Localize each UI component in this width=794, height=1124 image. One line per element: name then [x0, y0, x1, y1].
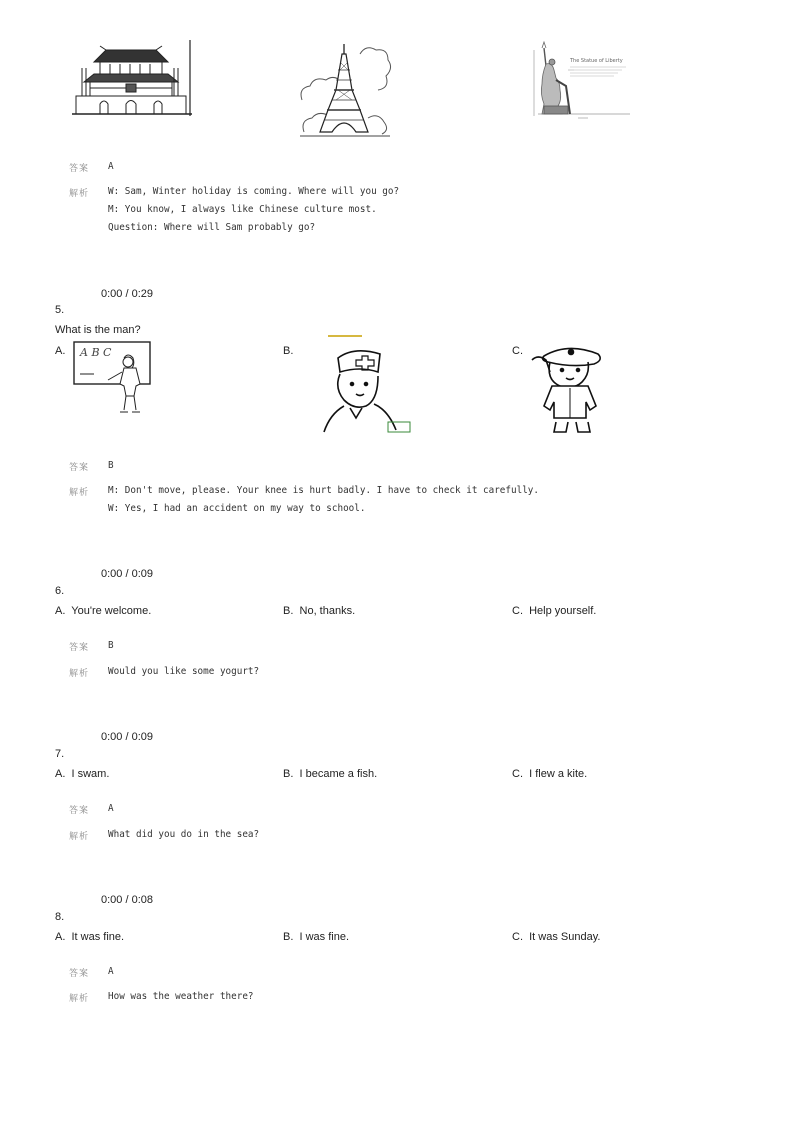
analysis-line: M: Don't move, please. Your knee is hurt badly. I have to check it carefully. [108, 485, 539, 496]
analysis-line: Would you like some yogurt? [108, 666, 260, 677]
option-c-label[interactable]: C. [512, 345, 523, 357]
question-number: 5. [55, 304, 65, 316]
answer-value: A [108, 161, 114, 172]
answer-label: 答案 [69, 806, 90, 816]
statue-of-liberty-icon [528, 40, 634, 122]
svg-text:A B C: A B C [80, 346, 112, 359]
option-c[interactable]: C. I flew a kite. [512, 768, 588, 780]
policeman-icon[interactable] [526, 340, 614, 436]
option-a-label[interactable]: A. [55, 345, 66, 357]
option-a[interactable]: A. You're welcome. [55, 605, 152, 617]
analysis-line: How was the weather there? [108, 991, 254, 1002]
answer-value: A [108, 803, 114, 814]
option-b[interactable]: B. No, thanks. [283, 605, 356, 617]
eiffel-tower-icon [298, 40, 392, 140]
analysis-line: M: You know, I always like Chinese culture most. [108, 204, 377, 215]
teacher-icon[interactable] [70, 340, 154, 416]
answer-label: 答案 [69, 969, 90, 979]
option-a[interactable]: A. It was fine. [55, 931, 125, 943]
analysis-label: 解析 [69, 994, 90, 1004]
question-number: 7. [55, 748, 65, 760]
option-b-label[interactable]: B. [283, 345, 294, 357]
option-a[interactable]: A. I swam. [55, 768, 110, 780]
analysis-label: 解析 [69, 832, 90, 842]
analysis-line: W: Yes, I had an accident on my way to school. [108, 503, 366, 514]
answer-value: B [108, 460, 114, 471]
analysis-label: 解析 [69, 488, 90, 498]
question-text: What is the man? [55, 324, 141, 336]
audio-time[interactable]: 0:00 / 0:08 [101, 894, 153, 906]
answer-value: B [108, 640, 114, 651]
question-number: 8. [55, 911, 65, 923]
answer-label: 答案 [69, 463, 90, 473]
option-c[interactable]: C. Help yourself. [512, 605, 597, 617]
audio-time[interactable]: 0:00 / 0:09 [101, 731, 153, 743]
analysis-label: 解析 [69, 189, 90, 199]
option-c[interactable]: C. It was Sunday. [512, 931, 601, 943]
analysis-line: What did you do in the sea? [108, 829, 260, 840]
question-number: 6. [55, 585, 65, 597]
audio-time[interactable]: 0:00 / 0:09 [101, 568, 153, 580]
tiananmen-icon [70, 38, 194, 118]
svg-text:The Statue of Liberty: The Statue of Liberty [570, 58, 623, 64]
answer-label: 答案 [69, 164, 90, 174]
audio-time[interactable]: 0:00 / 0:29 [101, 288, 153, 300]
analysis-label: 解析 [69, 669, 90, 679]
option-b[interactable]: B. I became a fish. [283, 768, 378, 780]
answer-label: 答案 [69, 643, 90, 653]
analysis-line: W: Sam, Winter holiday is coming. Where will you go? [108, 186, 400, 197]
analysis-line: Question: Where will Sam probably go? [108, 222, 316, 233]
answer-value: A [108, 966, 114, 977]
doctor-icon[interactable] [322, 334, 418, 438]
option-b[interactable]: B. I was fine. [283, 931, 350, 943]
